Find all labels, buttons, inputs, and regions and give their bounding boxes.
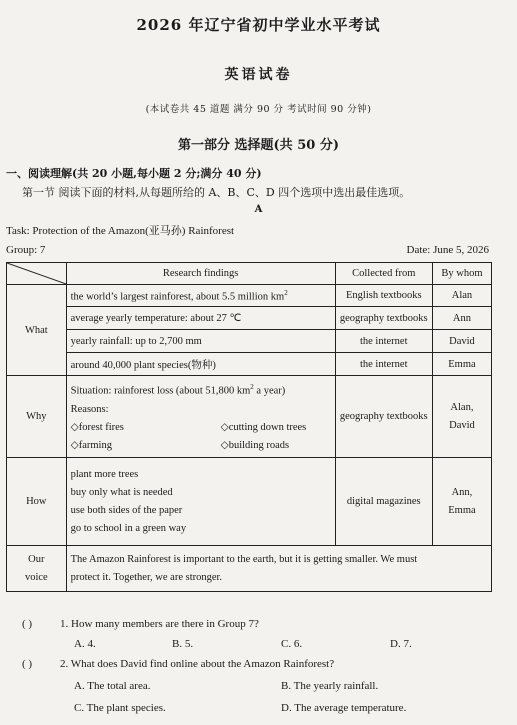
col-header-source: Collected from <box>335 263 432 285</box>
who-cell: Emma <box>432 353 491 376</box>
table-row <box>7 330 492 353</box>
table-row-voice <box>7 546 492 592</box>
table-row-how <box>7 458 492 546</box>
section-instruction: 第一节 阅读下面的材料,从每题所给的 A、B、C、D 四个选项中选出最佳选项。 <box>22 186 411 199</box>
finding-cell: yearly rainfall: up to 2,700 mm <box>66 330 335 353</box>
row-label-why: Why <box>7 376 67 458</box>
question-2-option-d[interactable]: D. The average temperature. <box>281 702 407 714</box>
list-item: plant more trees <box>70 468 139 480</box>
who-cell: Ann <box>432 307 491 330</box>
source-cell: the internet <box>335 330 432 353</box>
table-row <box>7 307 492 330</box>
source-cell: geography textbooks <box>335 376 432 458</box>
row-label-what: What <box>7 285 67 376</box>
table-row <box>7 353 492 376</box>
who-cell: Ann, Emma <box>432 458 491 546</box>
question-1-stem: 1. How many members are there in Group 7? <box>60 618 259 630</box>
question-2-option-b[interactable]: B. The yearly rainfall. <box>281 680 379 692</box>
research-table <box>6 262 492 592</box>
voice-cell: The Amazon Rainforest is important to the earth, but it is getting smaller. We must protect it. Together, we are stronger. <box>66 546 491 592</box>
col-header-findings: Research findings <box>66 263 335 285</box>
list-item: ◇building roads <box>220 439 290 451</box>
question-2-option-a[interactable]: A. The total area. <box>74 680 151 692</box>
who-cell: David <box>432 330 491 353</box>
list-item: go to school in a green way <box>70 522 187 534</box>
why-reasons-label: Reasons: <box>70 403 109 415</box>
question-2-blank[interactable]: ( ) <box>22 658 33 670</box>
source-cell: digital magazines <box>335 458 432 546</box>
question-1-option-b[interactable]: B. 5. <box>172 638 194 650</box>
question-2-stem: 2. What does David find online about the Amazon Rainforest? <box>60 658 335 670</box>
exam-note: (本试卷共 45 道题 满分 90 分 考试时间 90 分钟) <box>145 104 372 115</box>
section-title: 一、阅读理解(共 20 小题,每小题 2 分;满分 40 分) <box>6 167 262 180</box>
report-group: Group: 7 <box>6 244 46 256</box>
why-findings-cell <box>66 376 335 458</box>
row-label-how: How <box>7 458 67 546</box>
passage-letter: A <box>254 204 263 215</box>
table-row <box>7 285 492 307</box>
why-situation: Situation: rainforest loss (about 51,800 $km^2$ a year) <box>70 383 286 397</box>
exam-subject: 英语试卷 <box>224 67 293 83</box>
question-1-option-d[interactable]: D. 7. <box>390 638 412 650</box>
who-cell: Alan <box>432 285 491 307</box>
part-heading: 第一部分 选择题(共 50 分) <box>178 138 339 153</box>
report-task: Task: Protection of the Amazon(亚马孙) Rainforest <box>6 225 235 237</box>
why-reasons-list <box>71 419 331 455</box>
question-1-option-a[interactable]: A. 4. <box>74 638 96 650</box>
col-header-who: By whom <box>432 263 491 285</box>
source-cell: the internet <box>335 353 432 376</box>
row-label-voice: Our voice <box>7 546 67 592</box>
how-findings-cell <box>66 458 335 546</box>
table-header-row <box>7 263 492 285</box>
report-date: Date: June 5, 2026 <box>406 244 489 256</box>
list-item: buy only what is needed <box>70 486 173 498</box>
list-item: use both sides of the paper <box>70 504 183 516</box>
question-2-option-c[interactable]: C. The plant species. <box>74 702 166 714</box>
question-1-blank[interactable]: ( ) <box>22 618 33 630</box>
list-item: ◇cutting down trees <box>220 421 307 433</box>
header-corner-cell <box>7 263 67 285</box>
source-cell: English textbooks <box>335 285 432 307</box>
finding-cell: the world’s largest rainforest, about 5.5 million $km^2$ <box>66 285 335 307</box>
finding-cell: average yearly temperature: about 27 ℃ <box>66 307 335 330</box>
source-cell: geography textbooks <box>335 307 432 330</box>
list-item: ◇forest fires <box>70 421 124 433</box>
finding-cell: around 40,000 plant species(物种) <box>66 353 335 376</box>
question-1-option-c[interactable]: C. 6. <box>281 638 303 650</box>
diagonal-line <box>7 263 69 285</box>
who-cell: Alan, David <box>432 376 491 458</box>
list-item: ◇farming <box>70 439 112 451</box>
table-row-why <box>7 376 492 458</box>
exam-title: 2026 年辽宁省初中学业水平考试 <box>136 16 381 34</box>
